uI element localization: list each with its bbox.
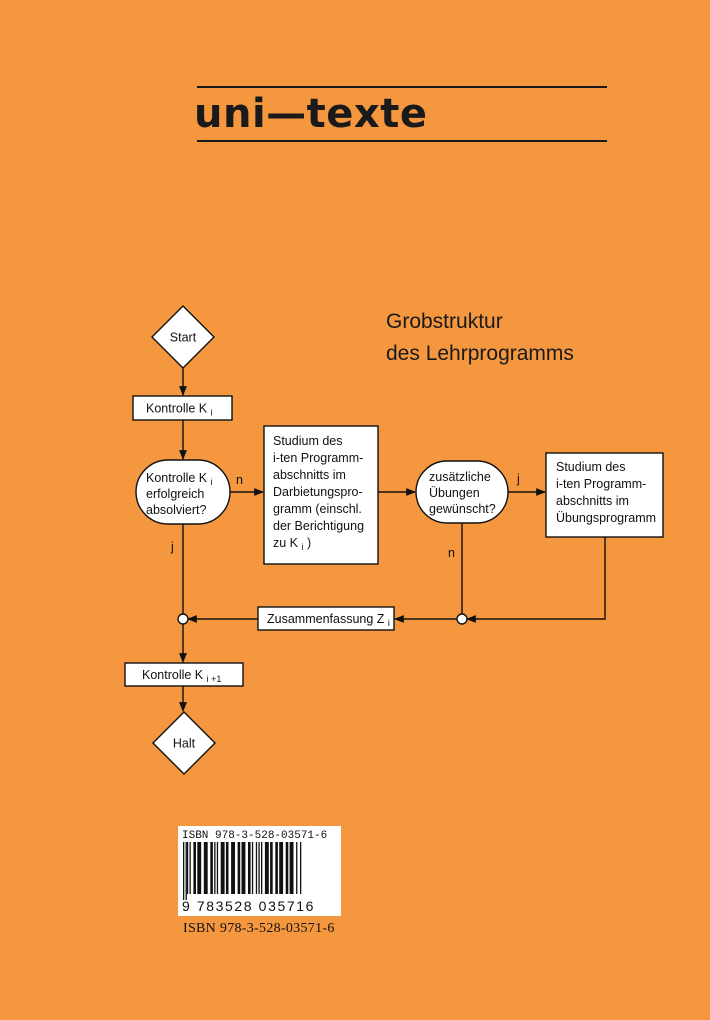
barcode-bar (258, 842, 259, 894)
decision1-line1 (146, 471, 213, 487)
diagram-title-line2: des Lehrprogramms (386, 342, 574, 365)
edge-label-j1: j (171, 540, 174, 554)
barcode-bar (217, 842, 218, 894)
kontrolle-ki-main: Kontrolle K (146, 401, 208, 416)
barcode-guard-bar (183, 842, 184, 900)
barcode-bar (270, 842, 273, 894)
barcode-bar (265, 842, 269, 894)
barcode-digits: 9 783528 035716 (182, 898, 315, 914)
decision1-line3: absolviert? (146, 503, 207, 517)
barcode-block (178, 826, 341, 916)
exercise-line-0: Studium des (556, 460, 626, 474)
decision2-line-0: zusätzliche (429, 470, 491, 484)
decision2-line-2: gewünscht? (429, 502, 496, 516)
kontrolle-ki-text (146, 402, 213, 418)
barcode-bar (193, 842, 196, 894)
decision1-line1-main: Kontrolle K (146, 471, 208, 485)
barcode-bar (286, 842, 289, 894)
barcode-bar (296, 842, 297, 894)
edge-exercise-return (467, 537, 605, 619)
decision1-line1-sub: i (210, 477, 213, 487)
exercise-line-1: i-ten Programm- (556, 477, 647, 491)
exercise-line-2: abschnitts im (556, 494, 629, 508)
summary-sub: i (387, 618, 390, 628)
barcode-bar (197, 842, 201, 894)
exercise-line-3: Übungsprogramm (556, 511, 657, 525)
study-line-6-sub: i (301, 542, 304, 552)
kontrolle-next-sub: i +1 (206, 674, 222, 684)
study-line-3: Darbietungspro- (273, 485, 363, 499)
barcode-isbn-top: ISBN 978-3-528-03571-6 (182, 830, 328, 842)
study-line-2: abschnitts im (273, 468, 346, 482)
edge-label-n1: n (236, 473, 243, 487)
kontrolle-next-main: Kontrolle K (142, 668, 204, 682)
barcode-bar (279, 842, 283, 894)
junction-left (178, 614, 188, 624)
barcode-bar (300, 842, 301, 894)
barcode-bar (261, 842, 262, 894)
study-line-6-main: zu K (273, 536, 299, 550)
start-label: Start (169, 330, 197, 345)
series-brand: uni—texte (194, 91, 428, 137)
barcode-bar (252, 842, 253, 894)
study-line-0: Studium des (273, 434, 343, 448)
barcode-bar (290, 842, 294, 894)
summary-main: Zusammenfassung Z (267, 612, 385, 626)
barcode-bar (190, 842, 191, 894)
study-line-5: der Berichtigung (273, 519, 365, 533)
barcode-bar (256, 842, 257, 894)
study-line-1: i-ten Programm- (273, 451, 364, 465)
summary-text (267, 612, 390, 628)
barcode-bar (221, 842, 225, 894)
barcode-bar (214, 842, 215, 894)
barcode-bar (210, 842, 213, 894)
barcode-bar (231, 842, 235, 894)
junction-right (457, 614, 467, 624)
barcode-bar (275, 842, 278, 894)
study-line-4: gramm (einschl. (273, 502, 362, 516)
barcode-bar (226, 842, 229, 894)
isbn-label: ISBN 978-3-528-03571-6 (183, 921, 335, 936)
barcode-bar (248, 842, 251, 894)
study-line-6-close: ) (306, 536, 312, 550)
barcode-bar (238, 842, 241, 894)
barcode-guard-bar (186, 842, 187, 900)
barcode-bar (204, 842, 208, 894)
halt-label: Halt (172, 736, 196, 751)
barcode-bar (187, 842, 188, 894)
barcode-bar (242, 842, 246, 894)
edge-label-n2: n (448, 546, 455, 560)
decision1-line2: erfolgreich (146, 487, 205, 501)
edge-label-j2: j (517, 472, 520, 486)
kontrolle-ki-sub: i (210, 407, 213, 418)
diagram-title-line1: Grobstruktur (386, 310, 503, 333)
decision2-line-1: Übungen (429, 486, 480, 500)
